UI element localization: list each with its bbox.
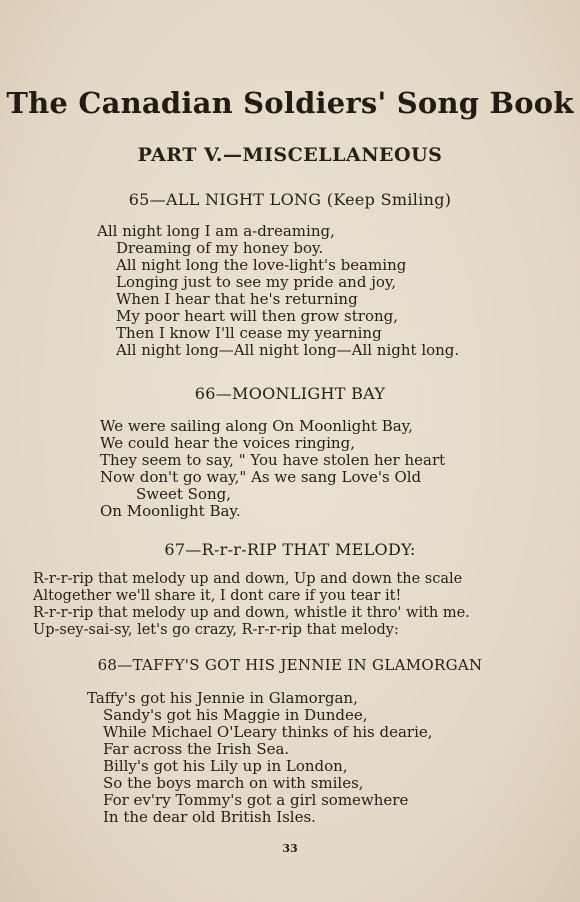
lyric-line: Taffy's got his Jennie in Glamorgan, [87,689,358,707]
lyric-line: Dreaming of my honey boy. [116,239,324,257]
lyric-line: Altogether we'll share it, I dont care if you tear it! [33,588,402,604]
song-lyrics-68 [87,690,433,826]
lyric-line: Longing just to see my pride and joy, [116,273,397,291]
lyric-line: Sandy's got his Maggie in Dundee, [103,706,368,724]
lyric-line: So the boys march on with smiles, [103,774,364,792]
book-title: The Canadian Soldiers' Song Book [6,86,574,120]
lyric-line: We were sailing along On Moonlight Bay, [100,417,413,435]
song-heading-67: 67—R-r-r-RIP THAT MELODY: [164,540,416,559]
lyric-line: R-r-r-rip that melody up and down, Up and down the scale [33,571,463,587]
lyric-line: All night long I am a-dreaming, [97,222,335,240]
lyric-line: For ev'ry Tommy's got a girl somewhere [103,791,409,809]
page-number: 33 [282,842,298,855]
lyric-line: They seem to say, " You have stolen her heart [100,451,446,469]
song-lyrics-65 [97,223,459,359]
lyric-line: In the dear old British Isles. [103,808,316,826]
lyric-line: On Moonlight Bay. [100,502,241,520]
lyric-line: While Michael O'Leary thinks of his dearie, [103,723,433,741]
song-lyrics-67 [33,571,470,639]
song-heading-66: 66—MOONLIGHT BAY [194,384,386,403]
song-heading-65: 65—ALL NIGHT LONG (Keep Smiling) [128,190,452,209]
part-heading: PART V.—MISCELLANEOUS [137,144,443,166]
lyric-line: My poor heart will then grow strong, [116,307,399,325]
lyric-line: Up-sey-sai-sy, let's go crazy, R-r-r-rip that melody: [33,622,399,638]
lyric-line: Billy's got his Lily up in London, [103,757,348,775]
lyric-line: Far across the Irish Sea. [103,740,290,758]
lyric-line: All night long—All night long—All night long. [116,341,460,359]
lyric-line: Now don't go way," As we sang Love's Old [100,468,422,486]
lyric-line: All night long the love-light's beaming [116,256,407,274]
lyric-line: Then I know I'll cease my yearning [116,324,382,342]
lyric-line: R-r-r-rip that melody up and down, whistle it thro' with me. [33,605,470,621]
song-heading-68: 68—TAFFY'S GOT HIS JENNIE IN GLAMORGAN [97,656,483,674]
lyric-line: When I hear that he's returning [116,290,358,308]
lyric-line: Sweet Song, [136,485,232,503]
lyric-line: We could hear the voices ringing, [100,434,355,452]
song-lyrics-66 [100,418,445,520]
